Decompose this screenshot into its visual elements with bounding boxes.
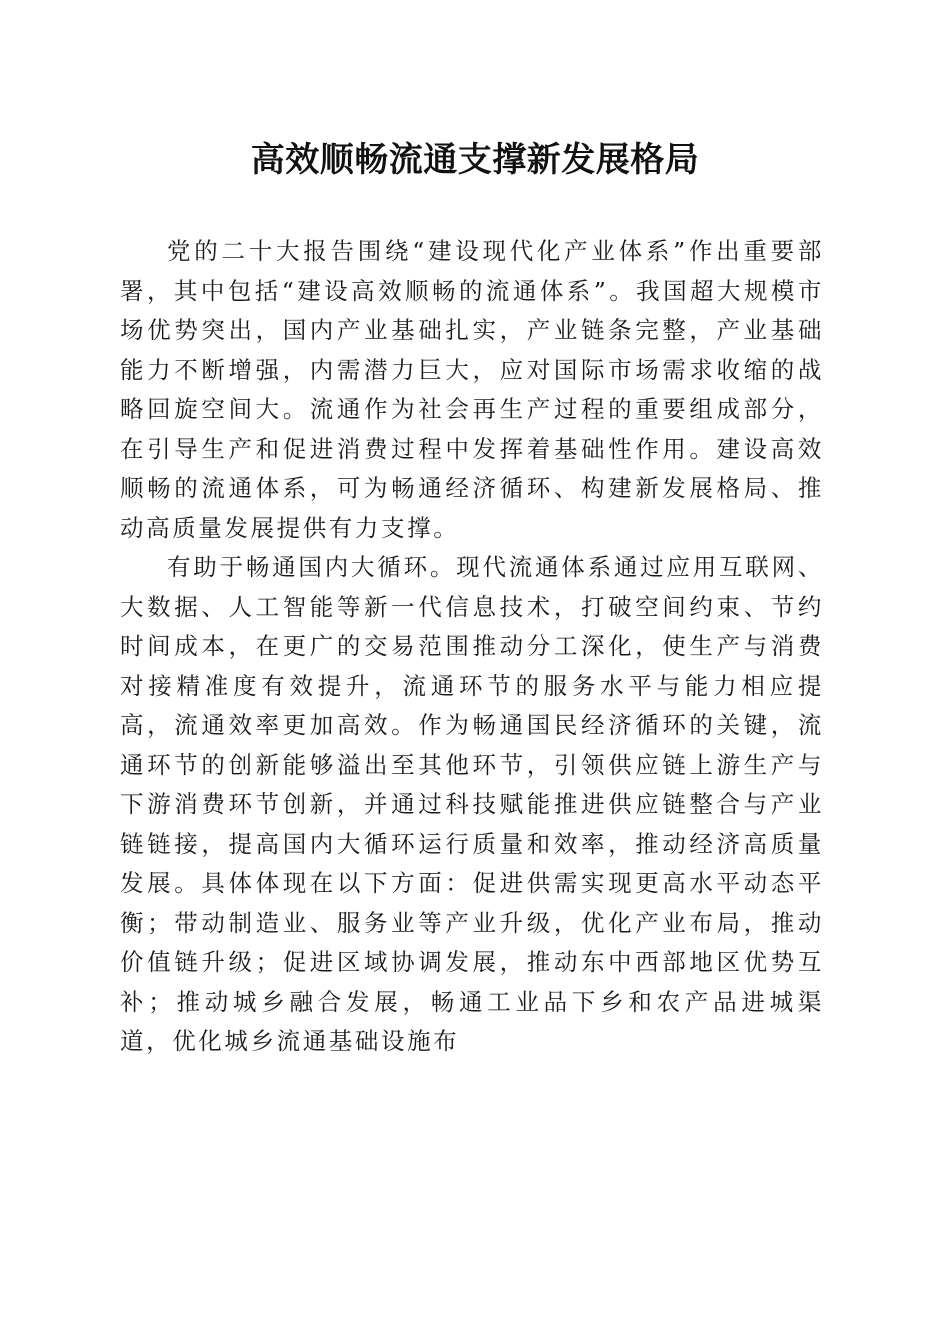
document-title: 高效顺畅流通支撑新发展格局 xyxy=(250,140,700,180)
paragraph-intro: 党的二十大报告围绕“建设现代化产业体系”作出重要部署，其中包括“建设高效顺畅的流通体系”。我国超大规模市场优势突出，国内产业基础扎实，产业链条完整，产业基础能力不断增强，内需潜力巨大，应对国际市场需求收缩的战略回旋空间大。流通作为社会再生产过程的重要组成部分，在引导生产和促进消费过程中发挥着基础性作用。建设高效顺畅的流通体系，可为畅通经济循环、构建新发展格局、推动高质量发展提供有力支撑。 xyxy=(120,237,824,542)
document-body xyxy=(120,232,824,1062)
paragraph-domestic-circulation: 有助于畅通国内大循环。现代流通体系通过应用互联网、大数据、人工智能等新一代信息技术，打破空间约束、节约时间成本，在更广的交易范围推动分工深化，使生产与消费对接精准度有效提升，流通环节的服务水平与能力相应提高，流通效率更加高效。作为畅通国民经济循环的关键，流通环节的创新能够溢出至其他环节，引领供应链上游生产与下游消费环节创新，并通过科技赋能推进供应链整合与产业链链接，提高国内大循环运行质量和效率，推动经济高质量发展。具体体现在以下方面：促进供需实现更高水平动态平衡；带动制造业、服务业等产业升级，优化产业布局，推动价值链升级；促进区域协调发展，推动东中西部地区优势互补；推动城乡融合发展，畅通工业品下乡和农产品进城渠道，优化城乡流通基础设施布 xyxy=(120,553,824,1055)
